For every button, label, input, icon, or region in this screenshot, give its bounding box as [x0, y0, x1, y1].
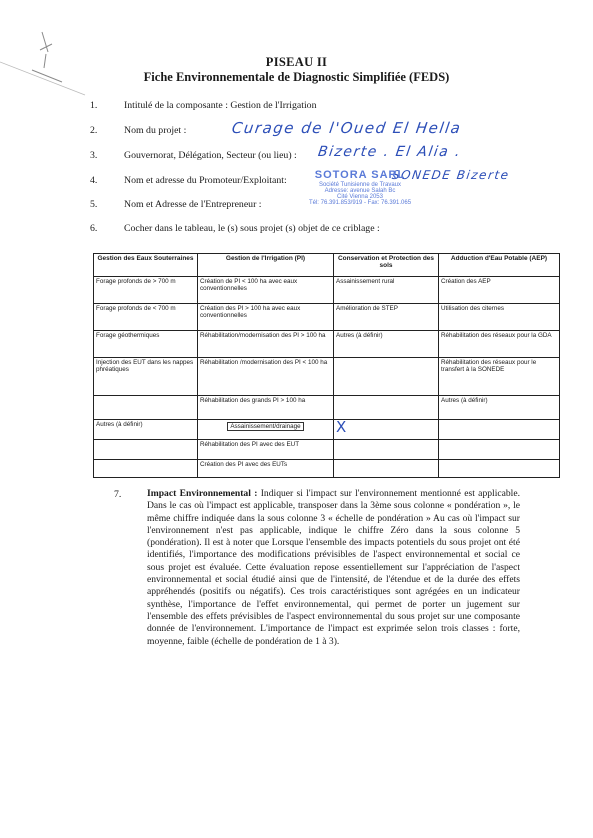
table-cell[interactable]: Injection des EUT dans les nappes phréatiques: [94, 358, 198, 396]
checkbox-cell[interactable]: [334, 420, 439, 440]
impact-paragraph: [147, 488, 520, 648]
subproject-screening-table: [93, 253, 560, 478]
drainage-option-label: Assainissement/drainage: [227, 422, 303, 431]
table-cell[interactable]: [439, 440, 560, 460]
item-6: [90, 223, 560, 237]
table-cell[interactable]: [334, 440, 439, 460]
table-row: [94, 440, 560, 460]
item-number: 6.: [90, 223, 98, 234]
table-cell[interactable]: Forage géothermiques: [94, 331, 198, 358]
table-cell[interactable]: Réhabilitation des réseaux pour la GDA: [439, 331, 560, 358]
table-cell[interactable]: Forage profonds de > 700 m: [94, 277, 198, 304]
table-cell[interactable]: Autres (à définir): [334, 331, 439, 358]
item-label: Nom et Adresse de l'Entrepreneur :: [124, 199, 262, 210]
stamp-phone: Tél: 76.391.853/919 - Fax: 76.391.065: [308, 200, 412, 207]
item-number: 4.: [90, 175, 98, 186]
item-number: 1.: [90, 100, 98, 111]
header-soil-conservation: Conservation et Protection des sols: [334, 254, 439, 277]
company-stamp: [300, 170, 420, 207]
table-cell[interactable]: [334, 460, 439, 478]
table-cell[interactable]: Utilisation des citernes: [439, 304, 560, 331]
item-label: Cocher dans le tableau, le (s) sous projet (s) objet de ce criblage :: [124, 223, 380, 234]
document-title: PISEAU II: [265, 55, 328, 69]
handwritten-promoter: SONEDE Bizerte: [391, 168, 511, 182]
document-subtitle: Fiche Environnementale de Diagnostic Simplifiée (FEDS): [143, 70, 450, 84]
table-cell[interactable]: Forage profonds de < 700 m: [94, 304, 198, 331]
table-row: [94, 358, 560, 396]
table-row: [94, 304, 560, 331]
table-cell[interactable]: [334, 396, 439, 420]
table-row: [94, 460, 560, 478]
table-cell[interactable]: [439, 420, 560, 440]
header-irrigation: Gestion de l'Irrigation (PI): [198, 254, 334, 277]
table-cell[interactable]: [94, 440, 198, 460]
item-number: 5.: [90, 199, 98, 210]
table-row: [94, 277, 560, 304]
item-label: Gouvernorat, Délégation, Secteur (ou lieu) :: [124, 150, 297, 161]
table-cell[interactable]: Réhabilitation des grands PI > 100 ha: [198, 396, 334, 420]
stamp-line: Cité Vienna 2053: [337, 194, 383, 201]
header-drinking-water: Adduction d'Eau Potable (AEP): [439, 254, 560, 277]
handwritten-location: Bizerte . El Alia .: [316, 144, 463, 160]
stamp-line: Société Tunisienne de Travaux: [318, 181, 402, 188]
table-cell[interactable]: Amélioration de STEP: [334, 304, 439, 331]
table-cell[interactable]: [439, 460, 560, 478]
table-cell[interactable]: Réhabilitation/modernisation des PI > 100 ha: [198, 331, 334, 358]
item-number: 3.: [90, 150, 98, 161]
table-cell[interactable]: [94, 396, 198, 420]
table-cell[interactable]: Autres (à définir): [94, 420, 198, 440]
table-cell[interactable]: [334, 358, 439, 396]
table-cell[interactable]: Création des PI > 100 ha avec eaux conventionnelles: [198, 304, 334, 331]
item-1: [90, 100, 550, 114]
check-mark: X: [336, 418, 347, 436]
table-cell[interactable]: Création de PI < 100 ha avec eaux conventionnelles: [198, 277, 334, 304]
table-cell[interactable]: Création des PI avec des EUTs: [198, 460, 334, 478]
item-7-number: 7.: [114, 489, 122, 500]
table-row: [94, 420, 560, 440]
table-cell[interactable]: Création des AEP: [439, 277, 560, 304]
item-label: Nom du projet :: [124, 125, 187, 136]
item-label: Nom et adresse du Promoteur/Exploitant:: [124, 175, 287, 186]
impact-body: Indiquer si l'impact sur l'environnement mentionné est applicable. Dans le cas où l'impact est applicable, transposer dans la 3ème sous colonne « pondération », le même chiffre indiquée dans la sous colonne 3 « échelle de pondération » Au cas où l'impact sur l'environnement n'est pas applicable, indique le chiffre Zéro dans la sous colonne 5 (pondération). Il est à noter que Lorsque l'ensemble des impacts potentiels du sous projet ont été identifiés, l'importance des modifications prévisibles de l'aspect environnemental et social ce sous projet est évaluée. Cette évaluation repose essentiellement sur l'appréciation de l'aspect environnemental et social étudié ainsi que de l'intensité, de l'étendue et de la durée des effets appréhendés (positifs ou négatifs). Ces trois caractéristiques sont agrégées en un indicateur synthèse, l'importance de l'effet environnemental, qui permet de porter un jugement sur l'ensemble des effets prévisibles de l'aspect environnemental du sous projet sur une composante donnée de l'environnement. L'importance de l'impact est exprimée selon trois classes : forte, moyenne, faible (échelle de pondération de 1 à 3).: [147, 488, 521, 647]
stamp-company: SOTORA SARL: [314, 169, 406, 181]
handwritten-project-name: Curage de l'Oued El Hella: [230, 119, 463, 137]
table-cell[interactable]: Assainissement rural: [334, 277, 439, 304]
table-header-row: [94, 254, 560, 277]
table-cell[interactable]: [198, 420, 334, 440]
table-row: [94, 331, 560, 358]
table-cell[interactable]: Réhabilitation /modernisation des PI < 100 ha: [198, 358, 334, 396]
table-cell[interactable]: Autres (à définir): [439, 396, 560, 420]
impact-heading: Impact Environnemental :: [147, 488, 258, 499]
table-cell[interactable]: Réhabilitation des PI avec des EUT: [198, 440, 334, 460]
table-row: [94, 396, 560, 420]
item-label: Intitulé de la composante : Gestion de l'Irrigation: [124, 100, 317, 111]
stamp-line: Adresse: avenue Salah Bc: [324, 187, 396, 194]
table-cell[interactable]: Réhabilitation des réseaux pour le transfert à la SONEDE: [439, 358, 560, 396]
table-cell[interactable]: [94, 460, 198, 478]
item-number: 2.: [90, 125, 98, 136]
header-groundwater: Gestion des Eaux Souterraines: [94, 254, 198, 277]
